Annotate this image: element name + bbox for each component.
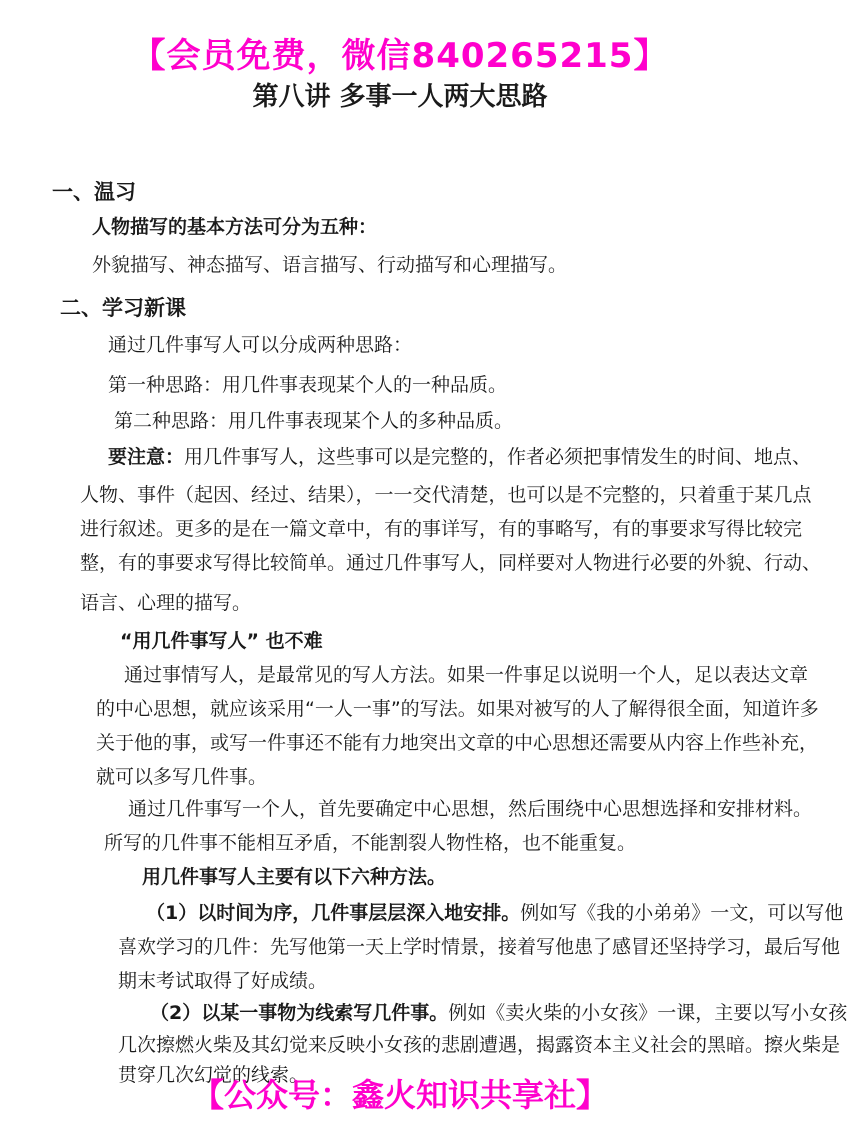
article-title: “用几件事写人” 也不难 [120,630,323,652]
notice-text: 用几件事写人，这些事可以是完整的，作者必须把事情发生的时间、地点、 [184,446,812,468]
section1-heading: 一、温习 [52,180,136,204]
method2-text: 几次擦燃火柴及其幻觉来反映小女孩的悲剧遭遇，揭露资本主义社会的黑暗。擦火柴是 [118,1034,841,1056]
idea-2: 第二种思路：用几件事表现某个人的多种品质。 [114,410,514,432]
method1-text: 期末考试取得了好成绩。 [118,970,328,992]
para1-line: 的中心思想，就应该采用“一人一事”的写法。如果对被写的人了解得很全面，知道许多 [96,698,819,720]
notice-text: 整，有的事要求写得比较简单。通过几件事写人，同样要对人物进行必要的外貌、行动、 [80,552,822,574]
page-title: 第八讲 多事一人两大思路 [252,82,548,112]
section2-heading: 二、学习新课 [60,296,186,320]
notice-line [108,442,811,469]
method2-label: （2）以某一事物为线索写几件事。 [150,1002,449,1024]
section1-methods: 外貌描写、神态描写、语言描写、行动描写和心理描写。 [92,254,568,276]
notice-label: 要注意： [108,446,185,468]
notice-text: 人物、事件（起因、经过、结果），一一交代清楚，也可以是不完整的，只着重于某几点 [80,484,812,506]
para2-line: 通过几件事写一个人，首先要确定中心思想，然后围绕中心思想选择和安排材料。 [128,798,813,820]
method1-text: 例如写《我的小弟弟》一文，可以写他 [520,902,844,924]
watermark-bottom: 【公众号：鑫火知识共享社】 [191,1076,608,1114]
method2-text: 例如《卖火柴的小女孩》一课，主要以写小女孩 [448,1002,847,1024]
notice-text: 进行叙述。更多的是在一篇文章中，有的事详写，有的事略写，有的事要求写得比较完 [80,518,803,540]
para1-line: 通过事情写人，是最常见的写人方法。如果一件事足以说明一个人，足以表达文章 [124,664,809,686]
methods-heading: 用几件事写人主要有以下六种方法。 [142,866,447,888]
method1-text: 喜欢学习的几件：先写他第一天上学时情景，接着写他患了感冒还坚持学习，最后写他 [118,936,841,958]
watermark-top: 【会员免费，微信840265215】 [131,36,669,76]
para1-line: 就可以多写几件事。 [96,766,268,788]
section1-subheading: 人物描写的基本方法可分为五种： [92,216,378,238]
method2-text: 贯穿几次幻觉的线索。 [118,1064,309,1086]
method1-label: （1）以时间为序，几件事层层深入地安排。 [146,902,521,924]
method1-line [146,898,843,925]
section2-intro: 通过几件事写人可以分成两种思路： [108,334,413,356]
notice-text: 语言、心理的描写。 [80,592,252,614]
idea-1: 第一种思路：用几件事表现某个人的一种品质。 [108,374,508,396]
para1-line: 关于他的事，或写一件事还不能有力地突出文章的中心思想还需要从内容上作些补充， [96,732,819,754]
para2-line: 所写的几件事不能相互矛盾，不能割裂人物性格，也不能重复。 [104,832,637,854]
method2-line [150,998,847,1025]
